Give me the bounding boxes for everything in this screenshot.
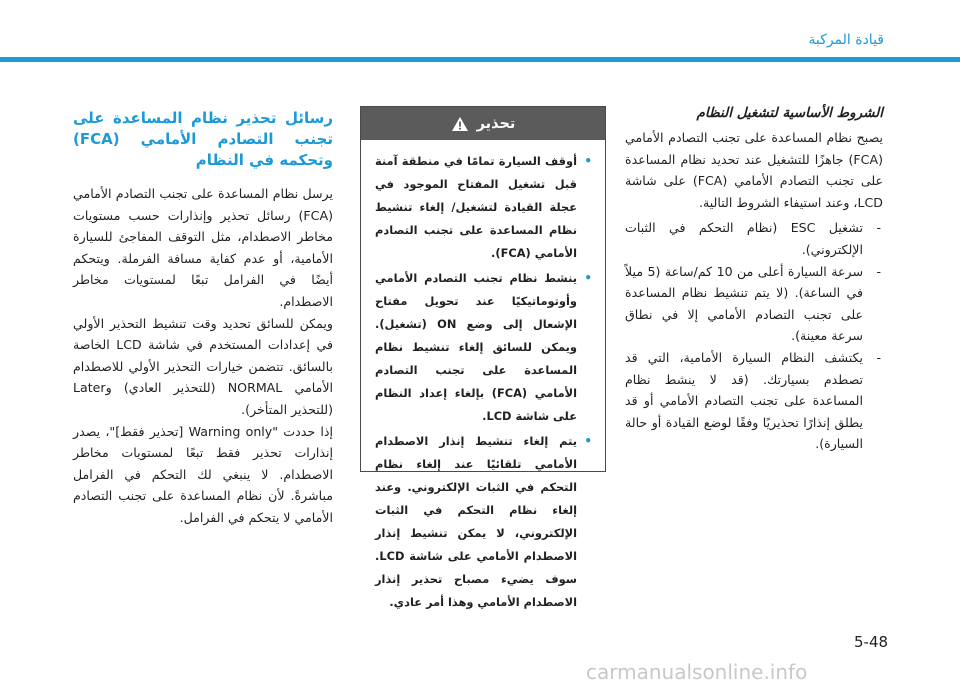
warning-header <box>361 107 605 140</box>
bullet-icon: • <box>584 434 592 448</box>
section-intro: يصبح نظام المساعدة على تجنب التصادم الأمامي (FCA) جاهزًا للتشغيل عند تحديد نظام المساعدة على تجنب التصادم الأمامي (FCA) على شاشة LCD، وعند استيفاء الشروط التالية. <box>625 130 884 210</box>
section-heading: الشروط الأساسية لتشغيل النظام <box>696 105 883 121</box>
header-divider <box>0 57 960 62</box>
paragraph: إذا حددت "Warning only [تحذير فقط]"، يصدر إنذارات تحذير فقط تبعًا لمستويات مخاطر الاصطدام. لا ينبغي لك التحكم في الفرامل مباشرةً. لأن نظام المساعدة على تجنب التصادم الأمامي لا يتحكم في الفرامل. <box>73 423 334 525</box>
dash-marker: - <box>876 220 881 236</box>
list-item: - يكتشف النظام السيارة الأمامية، التي قد تصطدم بسيارتك. (قد لا ينشط نظام المساعدة على تجنب التصادم الأمامي أو قد يطلق إنذارًا تحذيريًا وفقًا لوضع القيادة أو حالة السيارة). <box>625 347 883 455</box>
list-item: • ينشط نظام تجنب التصادم الأمامي وأوتوماتيكيًا عند تحويل مفتاح الإشعال إلى وضع ON (تشغيل). ويمكن للسائق إلغاء تنشيط نظام المساعدة على تجنب التصادم الأمامي (FCA) بإلغاء إعداد النظام على شاشة LCD. <box>375 267 593 428</box>
watermark: carmanualsonline.info <box>586 660 808 684</box>
warning-list <box>375 150 593 614</box>
list-item: • أوقف السيارة تمامًا في منطقة آمنة قبل تشغيل المفتاح الموجود في عجلة القيادة لتشغيل/ إلغاء تنشيط نظام المساعدة على تجنب التصادم الأمامي (FCA). <box>375 150 593 265</box>
operating-conditions-section <box>625 105 883 455</box>
dash-marker: - <box>876 263 881 279</box>
list-item: • يتم إلغاء تنشيط إنذار الاصطدام الأمامي تلقائيًا عند إلغاء نظام التحكم في الثبات الإلكتروني. وعند إلغاء نظام التحكم في الثبات الإلكتروني، لا يمكن تنشيط إنذار الاصطدام الأمامي على شاشة LCD. سوف يضيء مصباح تحذير إنذار الاصطدام الأمامي وهذا أمر عادي. <box>375 430 593 614</box>
page-number: 5-48 <box>854 633 889 651</box>
list-item: - تشغيل ESC (نظام التحكم في الثبات الإلكتروني). <box>625 217 883 260</box>
warning-triangle-icon <box>451 116 469 132</box>
warning-title: تحذير <box>476 115 516 132</box>
chapter-title: قيادة المركبة <box>808 32 884 48</box>
section-heading: رسائل تحذير نظام المساعدة على تجنب التصادم الأمامي (FCA) وتحكمه في النظام <box>73 109 333 169</box>
warning-messages-section <box>73 108 333 529</box>
bullet-icon: • <box>584 271 592 285</box>
warning-box <box>360 106 606 609</box>
paragraph: ويمكن للسائق تحديد وقت تنشيط التحذير الأولي في إعدادات المستخدم في شاشة LCD الخاصة بالسائق. تتضمن خيارات التحذير الأولي للاصطدام الأمامي NORMAL (للتحذير العادي) وLater (للتحذير المتأخر). <box>73 315 333 417</box>
bullet-icon: • <box>584 154 592 168</box>
list-item: - سرعة السيارة أعلى من 10 كم/ساعة (5 ميلاً في الساعة). (لا يتم تنشيط نظام المساعدة على تجنب التصادم الأمامي إلا في نطاق سرعة معينة). <box>625 261 883 347</box>
paragraph: يرسل نظام المساعدة على تجنب التصادم الأمامي (FCA) رسائل تحذير وإنذارات حسب مستويات مخاطر الاصطدام، مثل التوقف المفاجئ للسيارة الأمامية، أو عدم كفاية مسافة الفرملة. ويتحكم أيضًا في الفرامل تبعًا لمستويات مخاطر الاصطدام. <box>73 186 333 309</box>
conditions-list <box>625 217 883 455</box>
dash-marker: - <box>876 349 881 365</box>
